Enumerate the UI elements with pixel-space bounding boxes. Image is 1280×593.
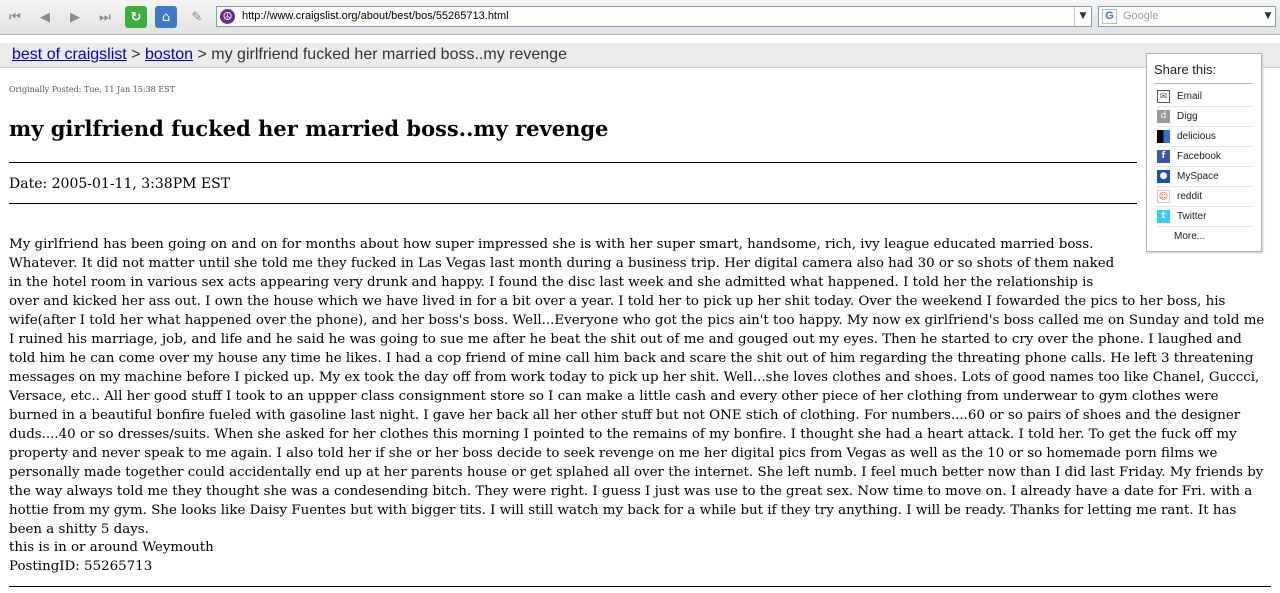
myspace-icon: ● [1157, 170, 1170, 183]
divider [9, 586, 1271, 587]
post-body-text: My girlfriend has been going on and on for months about how super impressed she is with her super smart, handsome, rich, ivy league educated married boss. Whatever. It did not matter until she told me they fucked in Las Vegas last month during a business trip. Her digital camera also had 30 or so shots of them naked in the hotel room in various sex acts appearing very drunk and happy. I found the disc last week and she admitted what happened. I told her the relationship is over and kicked her ass out. I own the house which we have lived in for a bit over a year. I told her to pick up her shit today. Over the weekend I fowarded the pics to her boss, his wife(after I told her what happened over the phone), and her boss's boss. Well...Everyone who got the pics ain't too happy. My now ex girlfriend's boss called me on Sunday and told me I ruined his marriage, job, and life and he said he was going to sue me after he beat the shit out of me and gouged out my eyes. Then he started to cry over the phone. I laughed and told him he can come over my house any time he likes. I had a cop friend of mine call him back and scare the shit out of him regarding the threating phone calls. He left 3 threatening messages on my machine before I picked up. My ex took the day off from work today to pick up her shit. Well...she loves clothes and shoes. Lots of good names too like Chanel, Guccci, Versace, etc.. All her good stuff I took to an uppper class consignment store so I can make a little cash and every other piece of her clothing from underwear to gym clothes were burned in a beautiful bonfire fueled with gasoline last night. I gave her back all her other stuff but not ONE stich of clothing. For numbers....60 or so pairs of shoes and the designer duds....40 or so dresses/suits. When she asked for her clothes this morning I pointed to the remains of my bonfire. I thought she had a heart attack. I told her. To get the fuck off my property and never speak to me again. I also told her if she or her boss decide to seek revenge on me her digital pics from Vegas as well as the 10 or so homemade porn films we personally made together could accidentally end up at her parents house or get splahed all over the internet. She left numb. I feel much better now than I did last Friday. My friends by the way always told me they thought she was a condesending bitch. They were right. I guess I just was use to the great sex. Now time to move on. I already have a date for Fri. with a hottie from my gym. She looks like Daisy Fuentes but with bigger tits. I will still watch my back for a while but if they try anything. I will be ready. Thanks for letting me rant. It has been a shitty 5 days. [9, 237, 1265, 537]
breadcrumb-separator: > [131, 46, 141, 63]
originally-posted: Originally Posted: Tue, 11 Jan 15:38 EST [9, 85, 175, 94]
digg-icon: d [1157, 110, 1170, 123]
share-box [1146, 53, 1262, 252]
back-icon[interactable]: ◀ [40, 9, 50, 25]
url-dropdown-icon[interactable]: ▼ [1074, 7, 1091, 26]
share-label: Email [1177, 91, 1203, 102]
share-label: Twitter [1177, 211, 1207, 222]
delicious-icon [1157, 130, 1170, 143]
share-twitter[interactable] [1157, 208, 1253, 227]
share-label: Digg [1177, 111, 1198, 122]
url-text[interactable]: http://www.craigslist.org/about/best/bos/55265713.html [242, 10, 509, 22]
share-email[interactable] [1157, 88, 1253, 107]
breadcrumb-bar [0, 43, 1280, 68]
share-delicious[interactable] [1157, 128, 1253, 147]
breadcrumb [12, 46, 567, 64]
share-title: Share this: [1154, 62, 1217, 77]
first-page-icon[interactable]: ⏮ [9, 9, 21, 25]
last-page-icon[interactable]: ⏭ [99, 9, 111, 25]
share-myspace[interactable] [1157, 168, 1253, 187]
search-bar[interactable] [1098, 6, 1276, 27]
post-date: Date: 2005-01-11, 3:38PM EST [9, 176, 231, 192]
divider [1154, 83, 1252, 84]
post-body [9, 235, 1271, 539]
share-label: Facebook [1177, 151, 1221, 162]
forward-icon[interactable]: ▶ [70, 9, 80, 25]
reddit-icon: ☺ [1158, 192, 1169, 202]
facebook-icon: f [1157, 150, 1170, 163]
share-reddit[interactable] [1157, 188, 1253, 207]
breadcrumb-separator: > [197, 46, 207, 63]
browser-toolbar [0, 0, 1280, 35]
page-title: my girlfriend fucked her married boss..my revenge [9, 116, 609, 141]
share-more-link[interactable]: More... [1174, 231, 1206, 242]
reload-icon[interactable]: ↻ [125, 6, 147, 28]
posting-id: PostingID: 55265713 [9, 559, 153, 574]
share-label: delicious [1177, 131, 1216, 142]
breadcrumb-boston-link[interactable]: boston [144, 46, 194, 63]
twitter-icon: t [1157, 210, 1170, 223]
share-digg[interactable] [1157, 108, 1253, 127]
share-label: MySpace [1177, 171, 1219, 182]
search-placeholder[interactable]: Google [1123, 10, 1159, 22]
share-label: reddit [1177, 191, 1203, 202]
pencil-icon[interactable]: ✎ [191, 9, 203, 25]
post-location: this is in or around Weymouth [9, 540, 214, 555]
email-icon: ✉ [1157, 90, 1170, 103]
breadcrumb-best-of-link[interactable]: best of craigslist [12, 46, 127, 63]
share-facebook[interactable] [1157, 148, 1253, 167]
google-icon[interactable]: G [1102, 9, 1117, 24]
search-dropdown-icon[interactable]: ▼ [1264, 11, 1272, 21]
site-favicon-icon: ☮ [220, 9, 235, 24]
home-icon[interactable]: ⌂ [155, 6, 177, 28]
breadcrumb-current: my girlfriend fucked her married boss..my revenge [211, 46, 567, 63]
divider [9, 162, 1137, 163]
divider [9, 203, 1137, 204]
url-bar[interactable] [216, 6, 1092, 27]
